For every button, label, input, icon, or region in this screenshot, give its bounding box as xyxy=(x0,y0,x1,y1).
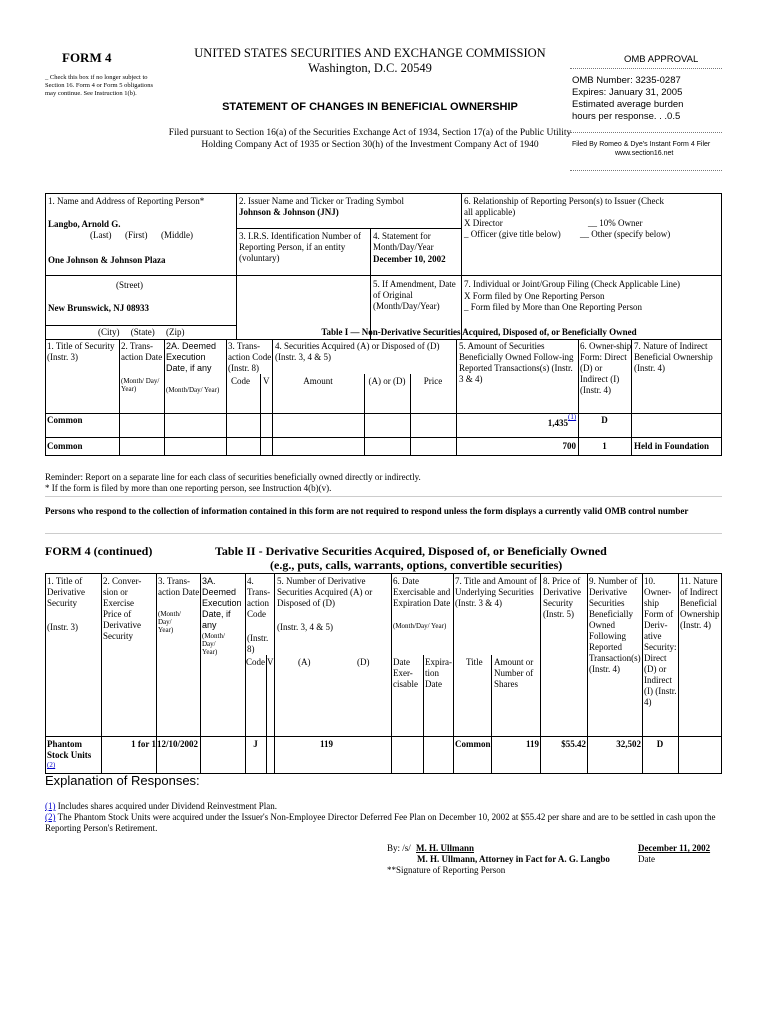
t2-h5-instr: (Instr. 3, 4 & 5) xyxy=(277,622,333,632)
t1-h7: 7. Nature of Indirect Beneficial Ownership (Instr. 4) xyxy=(634,341,713,373)
name-parts-label: (Last) (First) (Middle) xyxy=(90,230,193,240)
t1-row2-amount: 700 xyxy=(562,441,576,451)
box2-label: 2. Issuer Name and Ticker or Trading Symbol xyxy=(239,196,404,206)
signature-by: By: /s/ xyxy=(387,843,411,853)
t2-row-form: D xyxy=(656,739,664,749)
t2-row-conversion: 1 for 1 xyxy=(131,739,156,749)
footnote-2 xyxy=(45,812,722,834)
t2-h5-d: (D) xyxy=(357,657,370,667)
t2-h7-amount: Amount or Number of Shares xyxy=(494,657,534,689)
table2-title-1: Table II - Derivative Securities Acquired, Disposed of, or Beneficially Owned xyxy=(215,544,607,558)
director-check[interactable]: X Director xyxy=(464,218,503,228)
t1-row1-amount: 1,435 xyxy=(547,418,568,428)
t2-h11: 11. Nature of Indirect Beneficial Ownership (Instr. 4) xyxy=(680,576,720,630)
filer-url[interactable]: www.section16.net xyxy=(615,150,674,157)
reminder-2: * If the form is filed by more than one reporting person, see Instruction 4(b)(v). xyxy=(45,483,332,493)
statement-title: STATEMENT OF CHANGES IN BENEFICIAL OWNERSHIP xyxy=(222,101,518,113)
t2-h10: 10. Owner-ship Form of Deriv-ative Security: Direct (D) or Indirect (I) (Instr. 4) xyxy=(644,576,677,707)
checkbox-instruction[interactable]: _ Check this box if no longer subject to Section 16. Form 4 or Form 5 obligations may continue. See Instruction 1(b). xyxy=(45,74,153,97)
omb-expires: Expires: January 31, 2005 xyxy=(572,87,683,98)
signature-date-label: Date xyxy=(638,854,655,864)
street-label: (Street) xyxy=(116,280,143,290)
t1-h4-price: Price xyxy=(423,376,443,386)
t1-h6: 6. Owner-ship Form: Direct (D) or Indirect (I) (Instr. 4) xyxy=(580,341,632,395)
t2-h1: 1. Title of Derivative Security xyxy=(47,576,85,608)
t1-h1: 1. Title of Security (Instr. 3) xyxy=(47,341,115,362)
t2-h1-instr: (Instr. 3) xyxy=(47,622,78,632)
filer-credit: Filed By Romeo & Dye's Instant Form 4 Filer xyxy=(572,141,711,148)
t2-h7: 7. Title and Amount of Underlying Securities (Instr. 3 & 4) xyxy=(455,576,537,608)
t2-row-underlying-title: Common xyxy=(455,739,491,749)
omb-burden-1: Estimated average burden xyxy=(572,99,684,110)
t1-h2: 2. Trans-action Date xyxy=(121,341,163,362)
t2-row-price: $55.42 xyxy=(561,739,586,749)
signature-attorney: M. H. Ullmann, Attorney in Fact for A. G. Langbo xyxy=(417,854,610,864)
t2-h8: 8. Price of Derivative Security (Instr. 5) xyxy=(543,576,581,619)
t1-h3: 3. Trans-action Code (Instr. 8) xyxy=(228,341,272,373)
reminder-1: Reminder: Report on a separate line for each class of securities beneficially owned directly or indirectly. xyxy=(45,472,421,482)
signature-label: **Signature of Reporting Person xyxy=(387,865,506,875)
t2-h4-instr: (Instr. 8) xyxy=(247,633,269,654)
t2-h3a-sub: (Month/ Day/ Year) xyxy=(202,632,225,656)
t1-h2a-sub: (Month/Day/ Year) xyxy=(166,386,220,394)
filed-pursuant-2: Holding Company Act of 1935 or Section 30(h) of the Investment Company Act of 1940 xyxy=(201,140,539,150)
t1-h4-ad: (A) or (D) xyxy=(368,376,406,386)
footnote-2-mark[interactable]: (2) xyxy=(45,812,56,822)
filed-pursuant-1: Filed pursuant to Section 16(a) of the Securities Exchange Act of 1934, Section 17(a) of the Public Utility xyxy=(168,128,572,138)
city-value: New Brunswick, NJ 08933 xyxy=(48,303,150,313)
t1-row1-footnote[interactable]: (1) xyxy=(568,413,577,421)
t2-h2: 2. Conver-sion or Exercise Price of Derivative Security xyxy=(103,576,142,641)
reporting-person-name: Langbo, Arnold G. xyxy=(48,219,121,229)
omb-number: OMB Number: 3235-0287 xyxy=(572,75,681,86)
t2-row-acquired: 119 xyxy=(319,739,333,749)
t2-row-owned: 32,502 xyxy=(616,739,641,749)
footnote-1-text: Includes shares acquired under Dividend Reinvestment Plan. xyxy=(57,801,277,811)
footnote-2-text: The Phantom Stock Units were acquired under the Issuer's Non-Employee Director Deferred Fee Plan on December 10, 2002 at $55.42 per share and are to be settled in cash upon the Reporting Person's Retirement. xyxy=(45,812,716,833)
more-persons-check[interactable]: _ Form filed by More than One Reporting Person xyxy=(464,302,642,312)
box1-label: 1. Name and Address of Reporting Person* xyxy=(48,196,205,206)
t2-row-date: 12/10/2002 xyxy=(157,739,199,749)
t1-row1-form: D xyxy=(601,415,608,425)
omb-notice: Persons who respond to the collection of information contained in this form are not required to respond unless the form displays a currently valid OMB control number xyxy=(45,506,689,516)
table1-title: Table I — Non-Derivative Securities Acquired, Disposed of, or Beneficially Owned xyxy=(321,327,637,337)
t2-h6-sub: (Month/Day/ Year) xyxy=(393,622,447,630)
box7-label: 7. Individual or Joint/Group Filing (Check Applicable Line) xyxy=(464,279,680,289)
t1-row2-form: 1 xyxy=(602,441,607,451)
t1-h5: 5. Amount of Securities Beneficially Owned Follow-ing Reported Transactions(s) (Instr. 3 & 4) xyxy=(459,341,574,384)
explanation-heading: Explanation of Responses: xyxy=(45,773,200,788)
t2-h6: 6. Date Exercisable and Expiration Date xyxy=(393,576,451,608)
table2-title-2: (e.g., puts, calls, warrants, options, convertible securities) xyxy=(270,558,563,572)
omb-burden-2: hours per response. . .0.5 xyxy=(572,111,681,122)
t2-h3a: 3A. Deemed Execution Date, if any xyxy=(202,576,242,630)
other-check[interactable]: __ Other (specify below) xyxy=(580,229,671,239)
t1-row1-title: Common xyxy=(47,415,83,425)
footnote-1-mark[interactable]: (1) xyxy=(45,801,56,811)
t2-h5-a: (A) xyxy=(298,657,311,667)
t2-h3: 3. Trans-action Date xyxy=(158,576,200,597)
box6-label: 6. Relationship of Reporting Person(s) to Issuer (Check all applicable) xyxy=(464,196,664,217)
t2-h5: 5. Number of Derivative Securities Acquired (A) or Disposed of (D) xyxy=(277,576,373,608)
box5-label: 5. If Amendment, Date of Original (Month/Day/Year) xyxy=(373,279,456,311)
form4-continued: FORM 4 (continued) xyxy=(45,544,153,558)
t1-h2-sub: (Month/ Day/ Year) xyxy=(121,377,160,393)
t2-h9: 9. Number of Derivative Securities Beneficially Owned Following Reported Transaction(s) (Instr. 4) xyxy=(589,576,641,674)
statement-date: December 10, 2002 xyxy=(373,254,446,264)
officer-check[interactable]: _ Officer (give title below) xyxy=(464,229,561,239)
t1-row2-nature: Held in Foundation xyxy=(634,441,710,451)
t1-h3-v: V xyxy=(263,376,270,386)
signature-date: December 11, 2002 xyxy=(638,843,711,853)
t2-h4-v: V xyxy=(267,657,274,667)
t1-h4-amount: Amount xyxy=(303,376,333,386)
city-label: (City) (State) (Zip) xyxy=(98,327,185,337)
footnote-1 xyxy=(45,801,722,812)
form-title: FORM 4 xyxy=(62,50,112,65)
t1-h2a: 2A. Deemed Execution Date, if any xyxy=(166,341,217,373)
t1-row2-title: Common xyxy=(47,441,83,451)
street-value: One Johnson & Johnson Plaza xyxy=(48,255,166,265)
t2-h6-ex: Date Exer-cisable xyxy=(393,657,418,689)
t2-row-underlying-amount: 119 xyxy=(525,739,539,749)
t2-h6-exp: Expira-tion Date xyxy=(425,657,452,689)
t2-row-title: Phantom Stock Units xyxy=(47,739,92,760)
t2-h3-sub: (Month/ Day/ Year) xyxy=(158,610,181,634)
signature-signer: M. H. Ullmann xyxy=(416,843,475,853)
t2-row-code: J xyxy=(253,739,258,749)
omb-approval: OMB APPROVAL xyxy=(624,54,699,65)
t2-h4-code: Code xyxy=(246,657,265,667)
t1-h3-code: Code xyxy=(231,376,250,386)
one-person-check[interactable]: X Form filed by One Reporting Person xyxy=(464,291,605,301)
issuer-name: Johnson & Johnson (JNJ) xyxy=(239,207,339,217)
agency-name: UNITED STATES SECURITIES AND EXCHANGE COMMISSION xyxy=(194,46,546,60)
t2-h4: 4. Trans-action Code xyxy=(247,576,271,619)
ten-pct-owner-check[interactable]: __ 10% Owner xyxy=(588,218,643,228)
box3-label: 3. I.R.S. Identification Number of Reporting Person, if an entity (voluntary) xyxy=(239,231,361,263)
agency-city: Washington, D.C. 20549 xyxy=(308,61,432,75)
box4-label: 4. Statement for Month/Day/Year xyxy=(373,231,434,252)
t1-h4: 4. Securities Acquired (A) or Disposed of (D) (Instr. 3, 4 & 5) xyxy=(275,341,440,362)
t2-row-footnote[interactable]: (2) xyxy=(47,761,56,769)
t2-h7-title: Title xyxy=(466,657,483,667)
